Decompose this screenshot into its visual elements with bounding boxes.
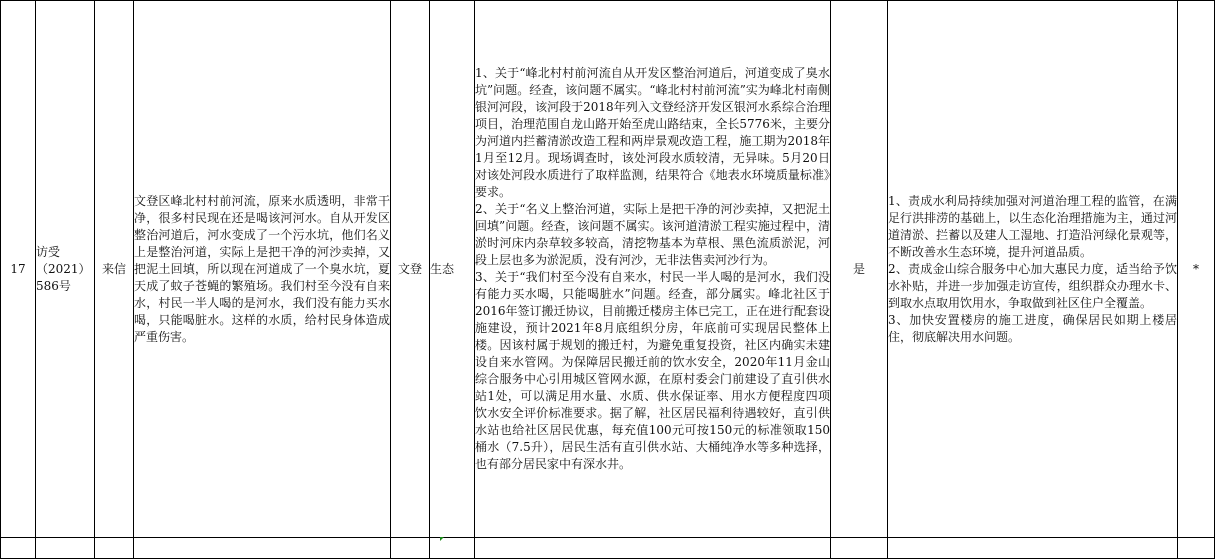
category-cell: 生态 bbox=[430, 1, 475, 538]
cell-comment-marker bbox=[440, 537, 444, 541]
investigation-result-cell bbox=[475, 1, 831, 538]
empty-cell bbox=[36, 538, 95, 559]
remark-cell: * bbox=[1178, 1, 1215, 538]
area-cell: 文登 bbox=[391, 1, 430, 538]
result-paragraph-1: 1、关于“峰北村村前河流自从开发区整治河道后，河道变成了臭水坑”问题。经查，该问题不属实。“峰北村村前河流”实为峰北村南侧银河河段，该河段于2018年列入文登经济开发区银河水系综合治理项目，治理范围自龙山路开始至虎山路结束，全长5776米，主要分为河道内拦蓄清淤改造工程和两岸景观改造工程，施工期为2018年1月至12月。现场调查时，该处河段水质较清，无异味。5月20日对该处河段水质进行了取样监测，结果符合《地表水环境质量标准》要求。 bbox=[475, 66, 830, 199]
row-index-cell: 17 bbox=[1, 1, 36, 538]
next-row-partial bbox=[1, 538, 1215, 559]
complaint-content-cell: 文登区峰北村村前河流，原来水质透明，非常干净，很多村民现在还是喝该河河水。自从开发区整治河道后，河水变成了一个污水坑，他们名义上是整治河道，实际上是把干净的河沙卖掉，又把泥土回填，所以现在河道成了一个臭水坑，夏天成了蚊子苍蝇的繁殖场。我们村至今没有自来水，村民一半人喝的是河水，我们没有能力买水喝，只能喝脏水。这样的水质，给村民身体造成严重伤害。 bbox=[134, 1, 391, 538]
rectification-measures-cell bbox=[888, 1, 1178, 538]
document-number-cell: 访受（2021）586号 bbox=[36, 1, 95, 538]
empty-cell bbox=[1, 538, 36, 559]
empty-cell bbox=[134, 538, 391, 559]
result-paragraph-3: 3、关于“我们村至今没有自来水，村民一半人喝的是河水，我们没有能力买水喝，只能喝脏水”问题。经查，部分属实。峰北社区于2016年签订搬迁协议，目前搬迁楼房主体已完工，正在进行配套设施建设，预计2021年8月底组织分房，年底前可实现居民整体上楼。因该村属于规划的搬迁村，为避免重复投资，社区内确实未建设自来水管网。为保障居民搬迁前的饮水安全，2020年11月金山综合服务中心引用城区管网水源，在原村委会门前建设了直引供水站1处，可以满足用水量、水质、供水保证率、用水方便程度四项饮水安全评价标准要求。据了解，社区居民福利待遇较好，直引供水站也给社区居民优惠，每充值100元可按150元的标准领取150桶水（7.5升），居民生活有直引供水站、大桶纯净水等多种选择，也有部分居民家中有深水井。 bbox=[475, 270, 830, 471]
empty-cell bbox=[475, 538, 831, 559]
result-paragraph-2: 2、关于“名义上整治河道，实际上是把干净的河沙卖掉，又把泥土回填”问题。经查，该问题不属实。该河道清淤工程实施过程中，清淤时河床内杂草较多较高，清挖物基本为草根、黑色流质淤泥，河段上层也多为淤泥质，没有河沙，无非法售卖河沙行为。 bbox=[475, 202, 830, 267]
source-cell: 来信 bbox=[95, 1, 134, 538]
empty-cell bbox=[1178, 538, 1215, 559]
empty-cell bbox=[430, 538, 475, 559]
is-true-cell: 是 bbox=[831, 1, 888, 538]
empty-cell bbox=[391, 538, 430, 559]
empty-cell bbox=[831, 538, 888, 559]
empty-cell bbox=[95, 538, 134, 559]
measure-paragraph-2: 2、责成金山综合服务中心加大惠民力度，适当给予饮水补贴，并进一步加强走访宣传，组织群众办理水卡、到取水点取用饮用水，争取做到社区住户全覆盖。 bbox=[888, 261, 1177, 310]
empty-cell bbox=[888, 538, 1178, 559]
measure-paragraph-3: 3、加快安置楼房的施工进度，确保居民如期上楼居住，彻底解决用水问题。 bbox=[888, 312, 1177, 344]
table-row bbox=[1, 1, 1215, 538]
measure-paragraph-1: 1、责成水利局持续加强对河道治理工程的监管，在满足行洪排涝的基础上，以生态化治理措施为主，通过河道清淤、拦蓄以及建人工湿地、打造沿河绿化景观等，不断改善水生态环境，提升河道品质。 bbox=[888, 193, 1177, 259]
